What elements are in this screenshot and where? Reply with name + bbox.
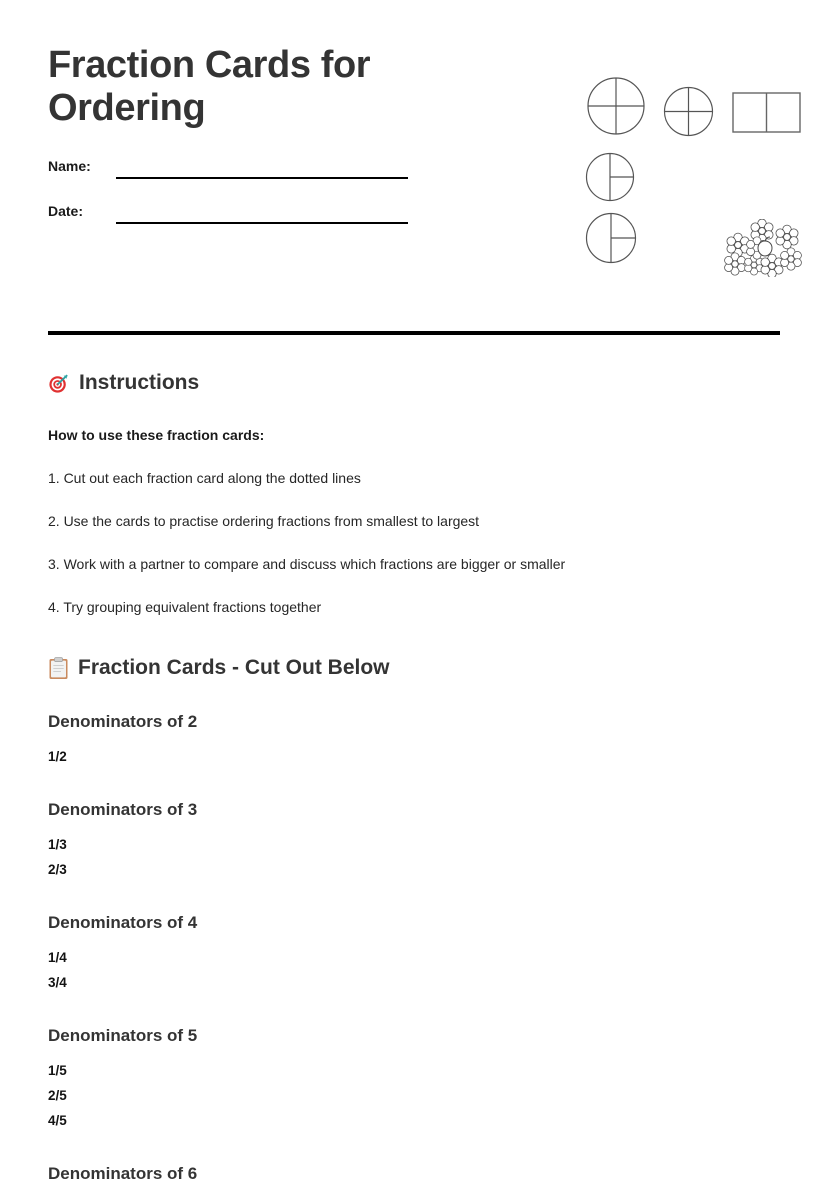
fraction-card[interactable]: 2/3 — [48, 862, 67, 877]
denominator-group-title: Denominators of 5 — [48, 1026, 198, 1045]
denominator-group — [48, 799, 780, 882]
circle-quarters-large-icon — [586, 76, 646, 136]
instructions-heading-label: Instructions — [79, 371, 200, 394]
fraction-cards-heading-label: Fraction Cards - Cut Out Below — [78, 656, 390, 679]
fraction-card[interactable]: 1/5 — [48, 1063, 67, 1078]
name-field-row — [48, 158, 408, 174]
circle-half-right-split-top-icon — [585, 152, 635, 202]
fraction-card[interactable]: 3/4 — [48, 975, 67, 990]
instruction-step: 1. Cut out each fraction card along the dotted lines — [48, 470, 361, 486]
fraction-card[interactable]: 1/2 — [48, 749, 67, 764]
denominator-group — [48, 1025, 780, 1133]
instruction-step: 3. Work with a partner to compare and discuss which fractions are bigger or smaller — [48, 556, 566, 572]
page-title: Fraction Cards for Ordering — [48, 44, 371, 129]
clipboard-icon — [48, 657, 69, 680]
denominator-group-title: Denominators of 2 — [48, 712, 198, 731]
fraction-card[interactable]: 2/5 — [48, 1088, 67, 1103]
instructions-heading — [48, 370, 780, 396]
fraction-card[interactable]: 1/4 — [48, 950, 67, 965]
instructions-subheading: How to use these fraction cards: — [48, 427, 265, 443]
instruction-step: 4. Try grouping equivalent fractions together — [48, 599, 322, 615]
fraction-card[interactable]: 1/3 — [48, 837, 67, 852]
denominator-group — [48, 711, 780, 769]
date-write-line[interactable] — [116, 222, 408, 224]
circle-quarters-small-icon — [663, 86, 714, 137]
fraction-cards-heading — [48, 655, 780, 681]
denominator-group-title: Denominators of 6 — [48, 1164, 198, 1183]
denominator-group-title: Denominators of 3 — [48, 800, 198, 819]
denominator-group — [48, 912, 780, 995]
denominator-group — [48, 1163, 780, 1184]
name-field-label: Name: — [48, 158, 91, 174]
flower-cluster-icon — [721, 219, 803, 277]
date-field-label: Date: — [48, 203, 84, 219]
direct-hit-icon — [48, 372, 70, 394]
rectangle-halves-icon — [732, 92, 801, 133]
name-write-line[interactable] — [116, 177, 408, 179]
worksheet-content — [48, 370, 780, 1184]
section-divider — [48, 331, 780, 335]
fraction-card[interactable]: 4/5 — [48, 1113, 67, 1128]
instruction-step: 2. Use the cards to practise ordering fractions from smallest to largest — [48, 513, 480, 529]
header — [48, 0, 780, 290]
date-field-row — [48, 203, 408, 219]
circle-half-right-split-bottom-icon — [585, 212, 637, 264]
denominator-group-title: Denominators of 4 — [48, 913, 198, 932]
